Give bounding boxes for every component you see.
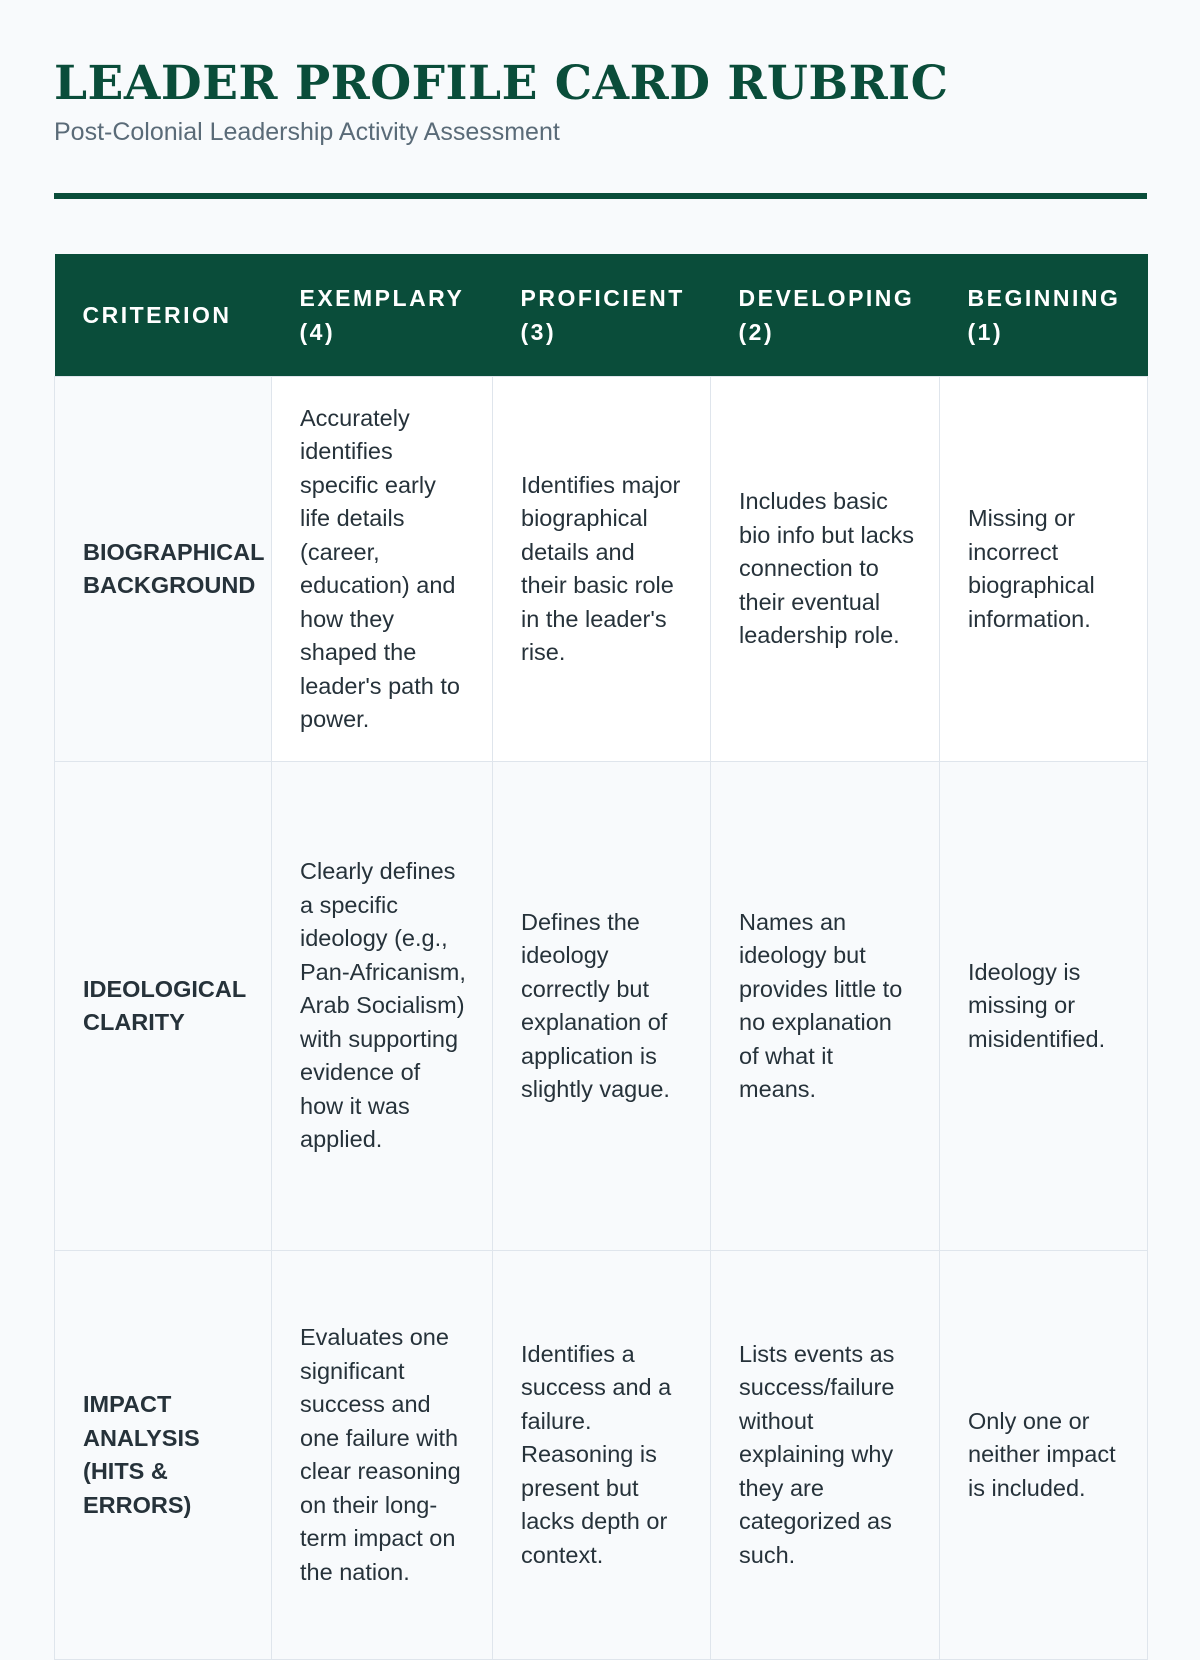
page-subtitle: Post-Colonial Leadership Activity Assessment (54, 118, 560, 146)
table-row (55, 762, 1148, 1251)
column-header-developing: DEVELOPING (2) (711, 254, 940, 377)
developing-cell: Names an ideology but provides little to no explanation of what it means. (711, 762, 940, 1251)
page-title: LEADER PROFILE CARD RUBRIC (54, 56, 949, 111)
table-row (55, 377, 1148, 762)
beginning-cell: Missing or incorrect biographical information. (940, 377, 1148, 762)
exemplary-cell: Clearly defines a specific ideology (e.g., Pan-Africanism, Arab Socialism) with supporting evidence of how it was applied. (272, 762, 493, 1251)
criterion-cell: IMPACT ANALYSIS (HITS & ERRORS) (55, 1251, 272, 1660)
rubric-table (54, 254, 1148, 1660)
developing-cell: Includes basic bio info but lacks connection to their eventual leadership role. (711, 377, 940, 762)
proficient-cell: Identifies a success and a failure. Reasoning is present but lacks depth or context. (493, 1251, 711, 1660)
column-header-proficient: PROFICIENT (3) (493, 254, 711, 377)
beginning-cell: Only one or neither impact is included. (940, 1251, 1148, 1660)
header-divider (54, 193, 1147, 199)
exemplary-cell: Evaluates one significant success and one failure with clear reasoning on their long-term impact on the nation. (272, 1251, 493, 1660)
rubric-body (55, 377, 1148, 1660)
header-row (55, 254, 1148, 377)
beginning-cell: Ideology is missing or misidentified. (940, 762, 1148, 1251)
column-header-criterion: CRITERION (55, 254, 272, 377)
exemplary-cell: Accurately identifies specific early life details (career, education) and how they shaped the leader's path to power. (272, 377, 493, 762)
table-row (55, 1251, 1148, 1660)
proficient-cell: Defines the ideology correctly but explanation of application is slightly vague. (493, 762, 711, 1251)
proficient-cell: Identifies major biographical details and their basic role in the leader's rise. (493, 377, 711, 762)
rubric-header (55, 254, 1148, 377)
column-header-beginning: BEGINNING (1) (940, 254, 1148, 377)
developing-cell: Lists events as success/failure without explaining why they are categorized as such. (711, 1251, 940, 1660)
criterion-cell: BIOGRAPHICAL BACKGROUND (55, 377, 272, 762)
criterion-cell: IDEOLOGICAL CLARITY (55, 762, 272, 1251)
column-header-exemplary: EXEMPLARY (4) (272, 254, 493, 377)
